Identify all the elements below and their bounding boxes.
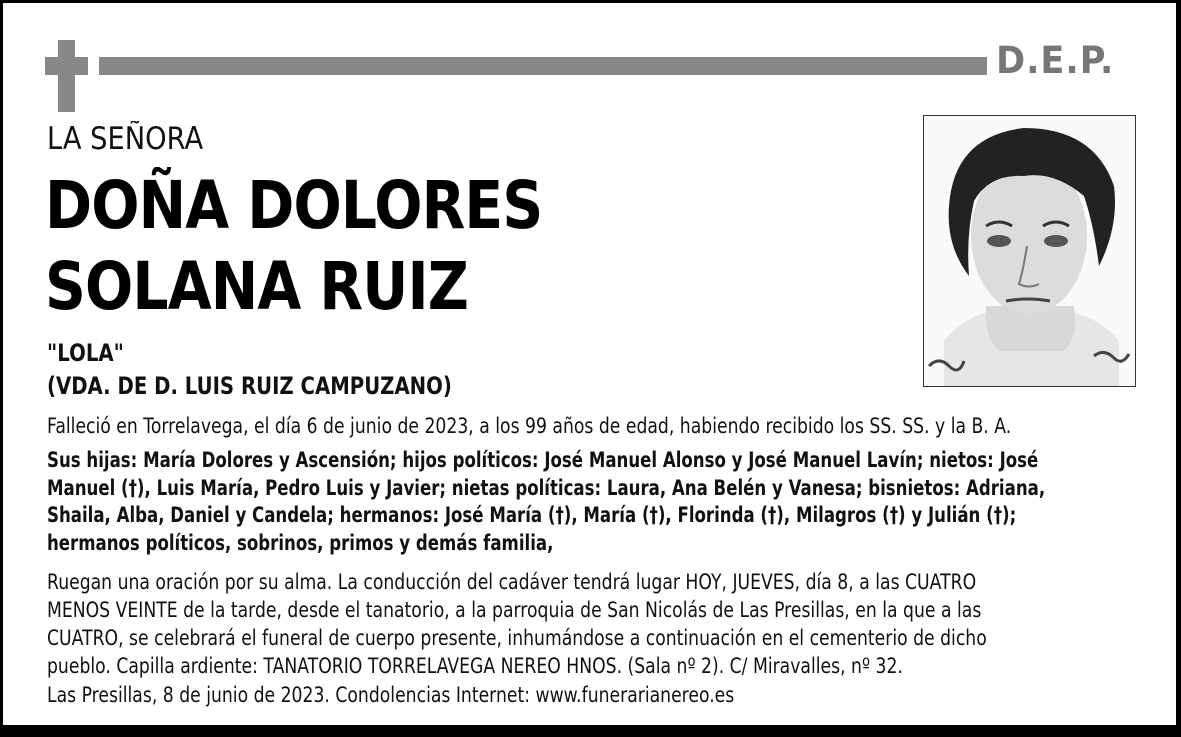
deceased-alias: "LOLA" — [47, 339, 124, 367]
funeral-line: Ruegan una oración por su alma. La conducción del cadáver tendrá lugar HOY, JUEVES, día 8, a las CUATRO — [47, 570, 977, 594]
bottom-frame — [0, 725, 1181, 737]
honorific-label: LA SEÑORA — [47, 121, 204, 157]
family-line: Shaila, Alba, Daniel y Candela; hermanos: José María (†), María (†), Florinda (†), Milagros (†) y Julián (†); — [47, 503, 1017, 527]
place-date-condolences: Las Presillas, 8 de junio de 2023. Condolencias Internet: www.funerarianereo.es — [47, 683, 735, 707]
family-line: Manuel (†), Luis María, Pedro Luis y Javier; nietas políticas: Laura, Ana Belén y Vanesa; bisnietos: Adriana, — [47, 475, 1046, 500]
cross-icon-vertical — [58, 40, 75, 112]
widow-of: (VDA. DE D. LUIS RUIZ CAMPUZANO) — [47, 372, 452, 400]
portrait-image-icon — [924, 116, 1135, 386]
header-rule — [99, 57, 987, 75]
cross-icon-horizontal — [45, 57, 88, 75]
portrait-photo — [923, 115, 1136, 387]
deceased-name-line2: SOLANA RUIZ — [45, 248, 469, 325]
death-announcement: Falleció en Torrelavega, el día 6 de junio de 2023, a los 99 años de edad, habiendo recibido los SS. SS. y la B. A. — [47, 414, 1012, 438]
deceased-name-line1: DOÑA DOLORES — [45, 167, 543, 244]
funeral-line: pueblo. Capilla ardiente: TANATORIO TORRELAVEGA NEREO HNOS. (Sala nº 2). C/ Miravalles, nº 32. — [47, 654, 903, 678]
obituary-card — [3, 3, 1176, 725]
funeral-details — [47, 568, 987, 680]
dep-label: D.E.P. — [996, 39, 1115, 82]
funeral-line: MENOS VEINTE de la tarde, desde el tanatorio, a la parroquia de San Nicolás de Las Presillas, en la que a las — [47, 598, 982, 622]
family-list — [47, 447, 1045, 557]
funeral-line: CUATRO, se celebrará el funeral de cuerpo presente, inhumándose a continuación en el cementerio de dicho — [47, 626, 987, 650]
family-line: Sus hijas: María Dolores y Ascensión; hijos políticos: José Manuel Alonso y José Manuel Lavín; nietos: José — [47, 448, 1039, 472]
family-line: hermanos políticos, sobrinos, primos y demás familia, — [47, 530, 554, 555]
